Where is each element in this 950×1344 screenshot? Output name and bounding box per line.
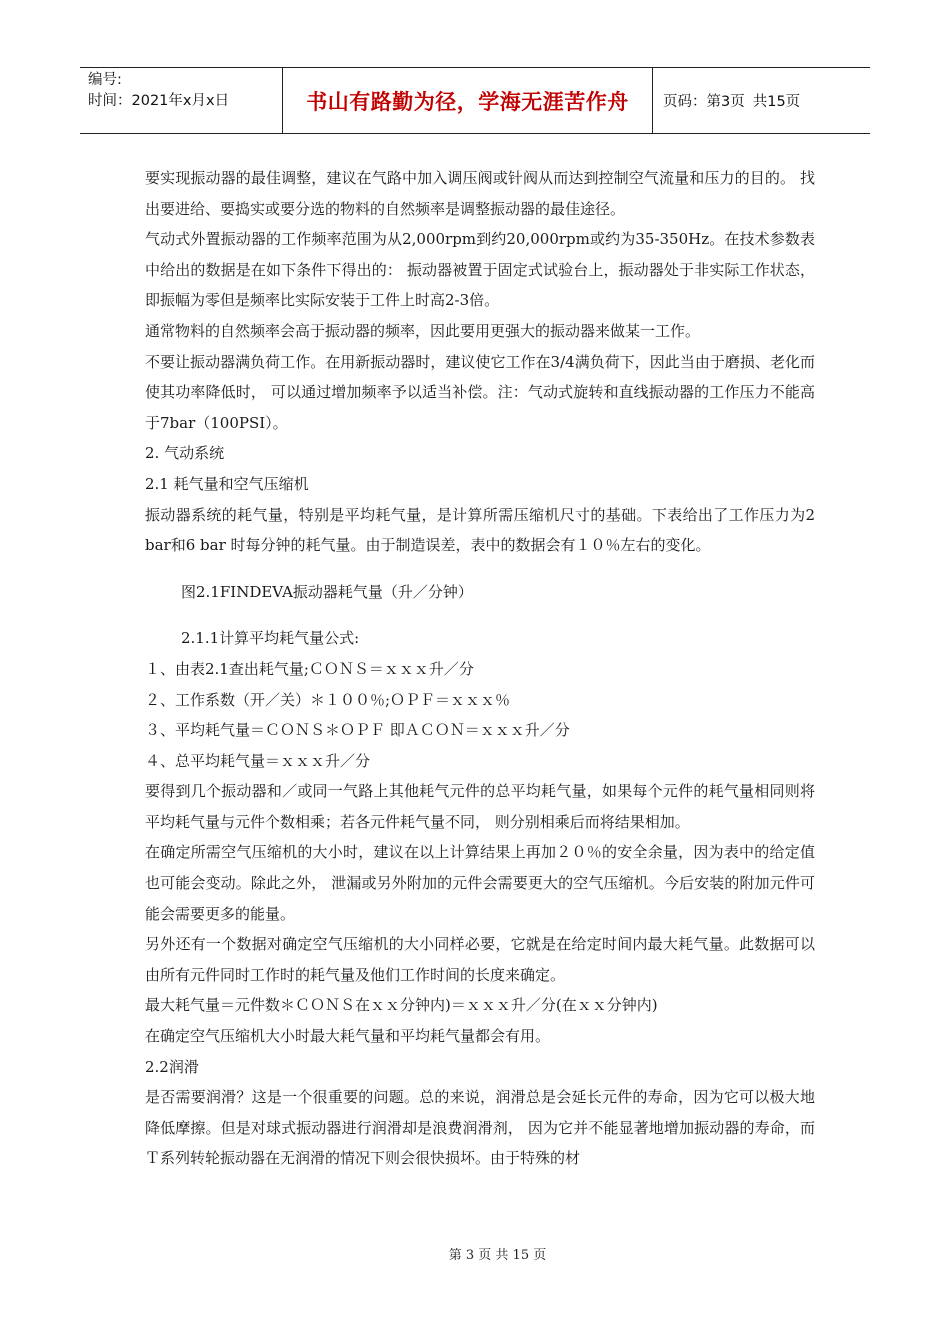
header-meta <box>80 68 283 133</box>
formula-line: １、由表2.1查出耗气量;ＣＯＮＳ＝ｘｘｘ升／分 <box>145 659 474 678</box>
formula-line: ４、总平均耗气量＝ｘｘｘ升／分 <box>145 751 371 770</box>
page-number: 页码：第3页 <box>663 94 745 110</box>
paragraph: 不要让振动器满负荷工作。在用新振动器时，建议使它工作在3/4满负荷下，因此当由于磨损、老化而使其功率降低时， 可以通过增加频率予以适当补偿。注：气动式旋转和直线振动器的工作压力不能高于7bar（100PSI）。 <box>145 352 815 432</box>
page-total: 共15页 <box>752 94 801 110</box>
header-page-info <box>653 68 870 133</box>
document-date: 时间：2021年x月x日 <box>88 93 230 109</box>
paragraph: 振动器系统的耗气量，特别是平均耗气量，是计算所需压缩机尺寸的基础。下表给出了工作压力为2 bar和6 bar 时每分钟的耗气量。由于制造误差，表中的数据会有１０％左右的变化。 <box>145 505 815 555</box>
paragraph: 最大耗气量＝元件数＊ＣＯＮＳ在ｘｘ分钟内)＝ｘｘｘ升／分(在ｘｘ分钟内) <box>145 996 658 1015</box>
paragraph: 通常物料的自然频率会高于振动器的频率，因此要用更强大的振动器来做某一工作。 <box>145 321 701 340</box>
document-number-label: 编号: <box>88 72 122 88</box>
paragraph: 气动式外置振动器的工作频率范围为从2,000rpm到约20,000rpm或约为35-350Hz。在技术参数表中给出的数据是在如下条件下得出的： 振动器被置于固定式试验台上，振动器处于非实际工作状态，即振幅为零但是频率比实际安装于工件上时高2-3倍。 <box>145 230 815 310</box>
paragraph: 另外还有一个数据对确定空气压缩机的大小同样必要，它就是在给定时间内最大耗气量。此数据可以由所有元件同时工作时的耗气量及他们工作时间的长度来确定。 <box>145 935 815 984</box>
formula-line: ３、平均耗气量＝ＣＯＮＳ＊ＯＰＦ 即ＡＣＯＮ＝ｘｘｘ升／分 <box>145 721 570 740</box>
subsection-heading: 2.1 耗气量和空气压缩机 <box>145 474 309 493</box>
header-motto: 书山有路勤为径，学海无涯苦作舟 <box>283 68 653 133</box>
formula-title: 2.1.1计算平均耗气量公式: <box>181 629 360 648</box>
paragraph: 要实现振动器的最佳调整，建议在气路中加入调压阀或针阀从而达到控制空气流量和压力的目的。 找出要进给、要捣实或要分选的物料的自然频率是调整振动器的最佳途径。 <box>145 169 815 218</box>
section-heading: 2. 气动系统 <box>145 444 225 463</box>
paragraph: 要得到几个振动器和／或同一气路上其他耗气元件的总平均耗气量，如果每个元件的耗气量相同则将平均耗气量与元件个数相乘；若各元件耗气量不同， 则分别相乘后而将结果相加。 <box>145 782 815 831</box>
figure-caption: 图2.1FINDEVA振动器耗气量（升／分钟） <box>181 582 473 601</box>
paragraph: 在确定空气压缩机大小时最大耗气量和平均耗气量都会有用。 <box>145 1027 551 1046</box>
page-footer: 第 3 页 共 15 页 <box>448 1248 547 1263</box>
page-header <box>80 67 870 134</box>
paragraph: 是否需要润滑？这是一个很重要的问题。总的来说，润滑总是会延长元件的寿命，因为它可以极大地降低摩擦。但是对球式振动器进行润滑却是浪费润滑剂， 因为它并不能显著地增加振动器的寿命，而Ｔ系列转轮振动器在无润滑的情况下则会很快损坏。由于特殊的材 <box>145 1088 815 1168</box>
paragraph: 在确定所需空气压缩机的大小时，建议在以上计算结果上再加２０％的安全余量，因为表中的给定值也可能会变动。除此之外， 泄漏或另外附加的元件会需要更大的空气压缩机。今后安装的附加元件可能会需要更多的能量。 <box>145 843 815 923</box>
formula-line: ２、工作系数（开／关）＊１００％;ＯＰＦ＝ｘｘｘ％ <box>145 690 511 709</box>
subsection-heading: 2.2润滑 <box>145 1057 199 1076</box>
document-body <box>145 163 815 1174</box>
